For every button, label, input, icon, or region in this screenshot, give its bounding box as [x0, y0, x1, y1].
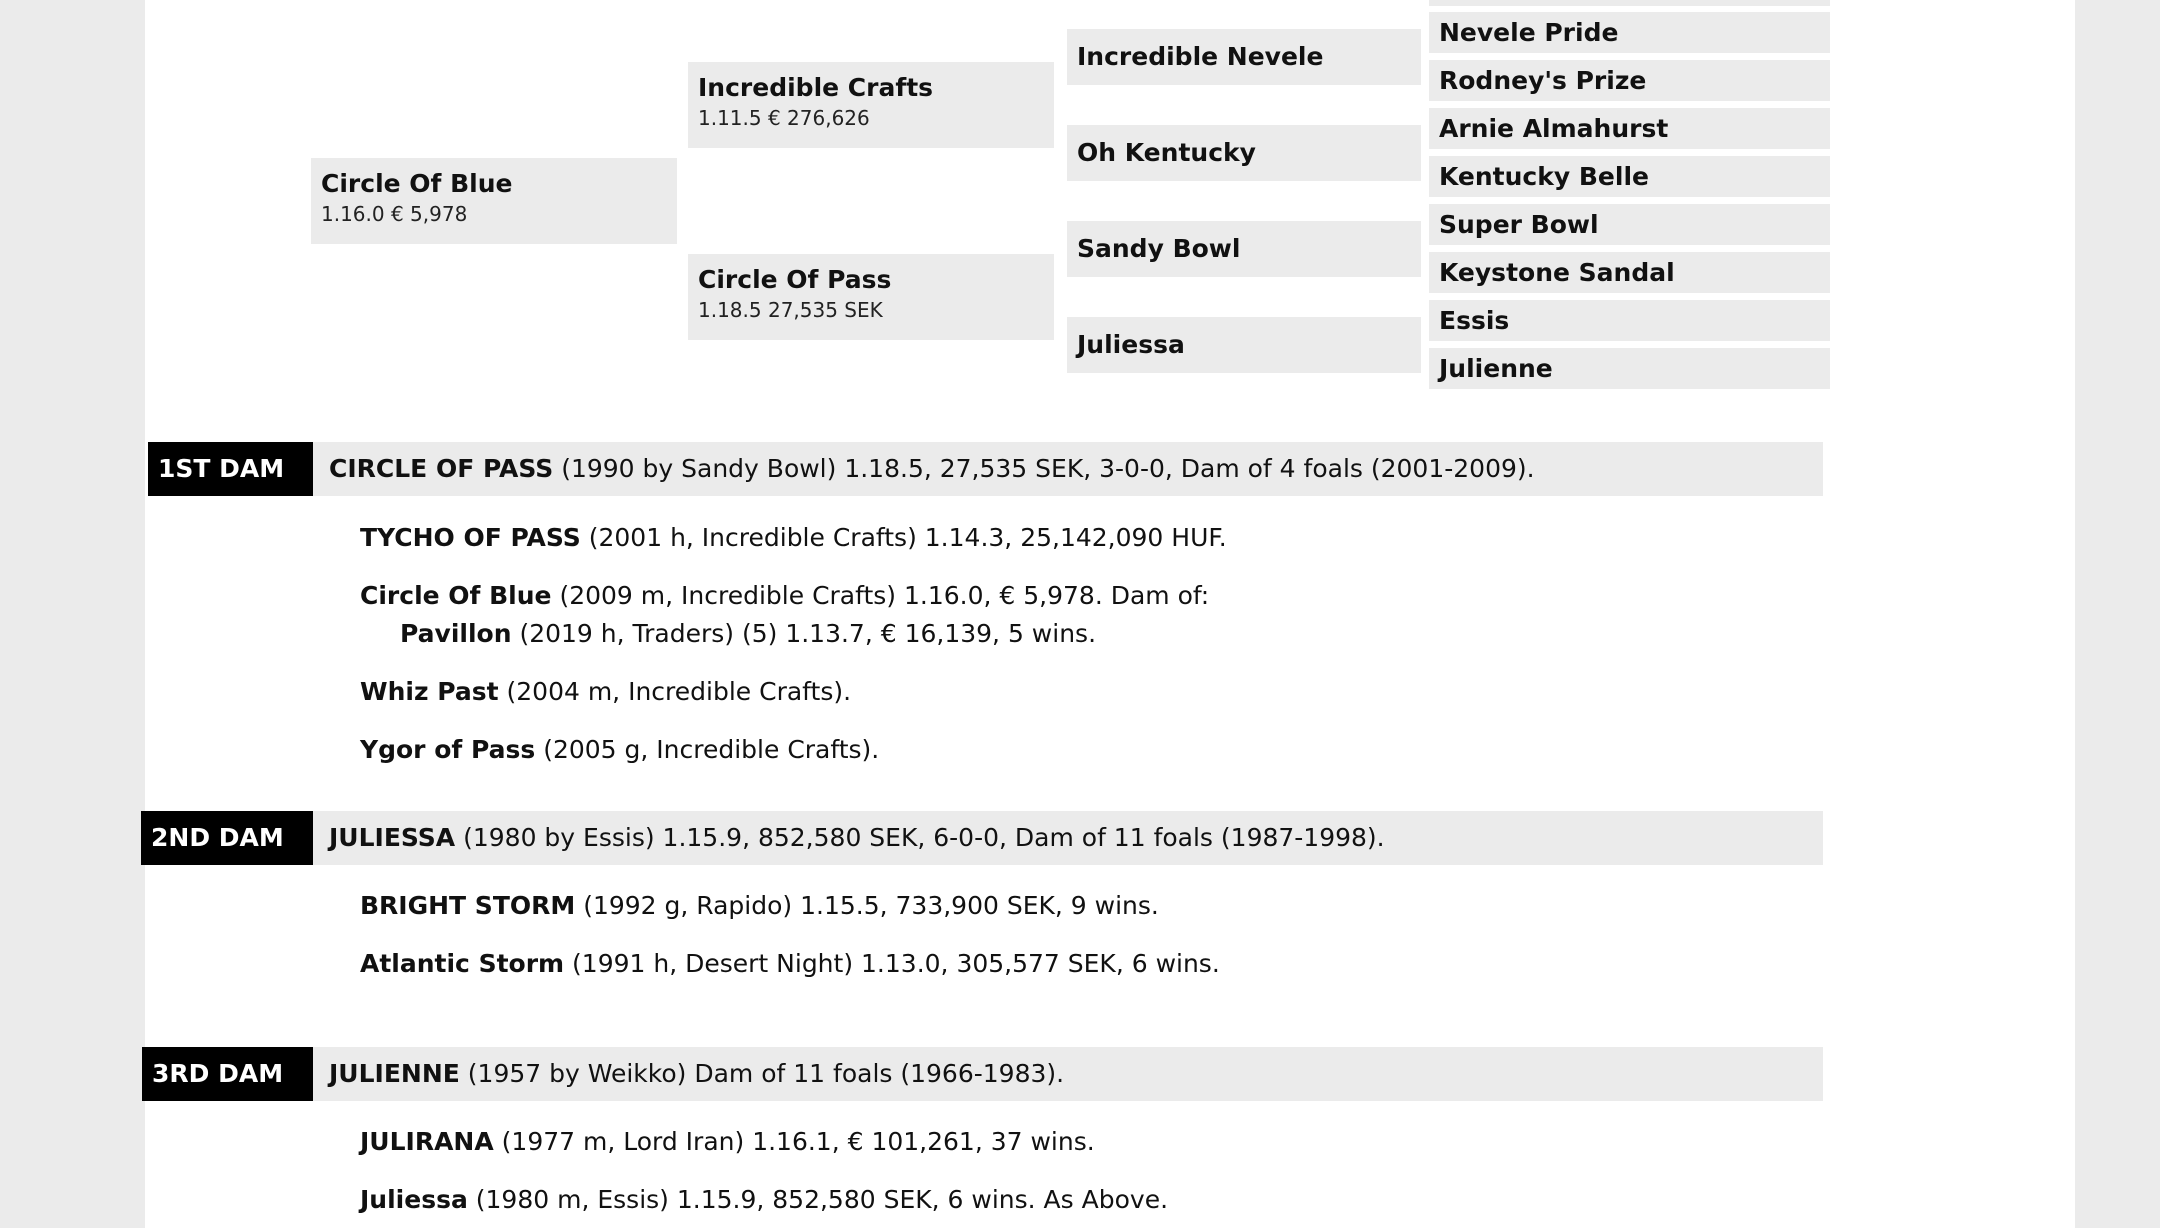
horse-name: Juliessa: [1077, 330, 1185, 359]
dam-header: [313, 1047, 1823, 1101]
offspring-name: Juliessa: [360, 1185, 468, 1214]
pedigree-gen3-item[interactable]: [1067, 317, 1421, 373]
pedigree-gen4-item[interactable]: [1429, 252, 1830, 293]
horse-name: Circle Of Blue: [321, 169, 513, 198]
offspring-details: (2001 h, Incredible Crafts) 1.14.3, 25,142,090 HUF.: [580, 523, 1227, 552]
offspring-entry: [360, 731, 879, 769]
offspring-entry: [360, 577, 1209, 615]
pedigree-gen4-item[interactable]: [1429, 156, 1830, 197]
pedigree-gen4-item[interactable]: [1429, 108, 1830, 149]
offspring-name: TYCHO OF PASS: [360, 523, 581, 552]
horse-name: Nevele Pride: [1439, 17, 1619, 47]
document-page: [145, 0, 2075, 1228]
offspring-details: (1977 m, Lord Iran) 1.16.1, € 101,261, 37 wins.: [493, 1127, 1095, 1156]
pedigree-gen4-item[interactable]: [1429, 300, 1830, 341]
horse-record: 1.11.5 € 276,626: [698, 106, 870, 130]
horse-name: Arnie Almahurst: [1439, 113, 1669, 143]
offspring-name: Circle Of Blue: [360, 581, 552, 610]
dam-label: 2ND DAM: [141, 811, 313, 865]
horse-name: Incredible Crafts: [698, 73, 934, 102]
pedigree-gen4-item[interactable]: [1429, 60, 1830, 101]
dam-details: (1990 by Sandy Bowl) 1.18.5, 27,535 SEK, 3-0-0, Dam of 4 foals (2001-2009).: [553, 454, 1535, 483]
horse-name: Incredible Nevele: [1077, 42, 1324, 71]
offspring-entry: [360, 887, 1159, 925]
offspring-name: BRIGHT STORM: [360, 891, 576, 920]
offspring-entry: [360, 1123, 1095, 1161]
offspring-details: (2019 h, Traders) (5) 1.13.7, € 16,139, 5 wins.: [511, 619, 1097, 648]
pedigree-gen4-item[interactable]: [1429, 12, 1830, 53]
pedigree-sire[interactable]: [311, 158, 677, 244]
horse-name: Keystone Sandal: [1439, 257, 1675, 287]
offspring-entry: [360, 1181, 1168, 1219]
offspring-name: Whiz Past: [360, 677, 499, 706]
offspring-entry: [360, 519, 1227, 557]
dam-label: 1ST DAM: [148, 442, 316, 496]
dam-header: [313, 811, 1823, 865]
horse-name: Julienne: [1439, 353, 1553, 383]
offspring-details: (2004 m, Incredible Crafts).: [498, 677, 852, 706]
offspring-details: (1991 h, Desert Night) 1.13.0, 305,577 SEK, 6 wins.: [564, 949, 1220, 978]
horse-name: Oh Kentucky: [1077, 138, 1256, 167]
horse-name: Kentucky Belle: [1439, 161, 1649, 191]
dam-header: [313, 442, 1823, 496]
horse-name: Essis: [1439, 305, 1510, 335]
offspring-name: Ygor of Pass: [360, 735, 536, 764]
pedigree-gen3-item[interactable]: [1067, 221, 1421, 277]
offspring-name: Atlantic Storm: [360, 949, 565, 978]
pedigree-gen3-item[interactable]: [1067, 125, 1421, 181]
offspring-details: (2009 m, Incredible Crafts) 1.16.0, € 5,978. Dam of:: [551, 581, 1210, 610]
dam-details: (1980 by Essis) 1.15.9, 852,580 SEK, 6-0-0, Dam of 11 foals (1987-1998).: [455, 823, 1385, 852]
offspring-details: (1992 g, Rapido) 1.15.5, 733,900 SEK, 9 wins.: [575, 891, 1159, 920]
horse-name: Rodney's Prize: [1439, 65, 1647, 95]
pedigree-cell-cut: [1429, 0, 1830, 6]
dam-name: JULIESSA: [329, 823, 456, 852]
offspring-name: JULIRANA: [360, 1127, 494, 1156]
offspring-entry: [360, 673, 851, 711]
dam-name: CIRCLE OF PASS: [329, 454, 554, 483]
offspring-details: (1980 m, Essis) 1.15.9, 852,580 SEK, 6 wins. As Above.: [467, 1185, 1169, 1214]
horse-name: Sandy Bowl: [1077, 234, 1241, 263]
horse-name: Super Bowl: [1439, 209, 1599, 239]
offspring-entry: [360, 945, 1220, 983]
dam-section-3: [142, 1047, 1942, 1107]
offspring-name: Pavillon: [400, 619, 512, 648]
dam-label: 3RD DAM: [142, 1047, 313, 1101]
pedigree-gen4-item[interactable]: [1429, 348, 1830, 389]
pedigree-gen2-dam[interactable]: [688, 254, 1054, 340]
dam-section-2: [141, 811, 1941, 871]
dam-name: JULIENNE: [329, 1059, 460, 1088]
offspring-details: (2005 g, Incredible Crafts).: [535, 735, 880, 764]
horse-record: 1.16.0 € 5,978: [321, 202, 468, 226]
horse-name: Circle Of Pass: [698, 265, 892, 294]
pedigree-gen4-item[interactable]: [1429, 204, 1830, 245]
horse-record: 1.18.5 27,535 SEK: [698, 298, 883, 322]
offspring-entry-nested: [400, 615, 1096, 653]
pedigree-gen2-sire[interactable]: [688, 62, 1054, 148]
pedigree-gen3-item[interactable]: [1067, 29, 1421, 85]
dam-details: (1957 by Weikko) Dam of 11 foals (1966-1983).: [459, 1059, 1065, 1088]
